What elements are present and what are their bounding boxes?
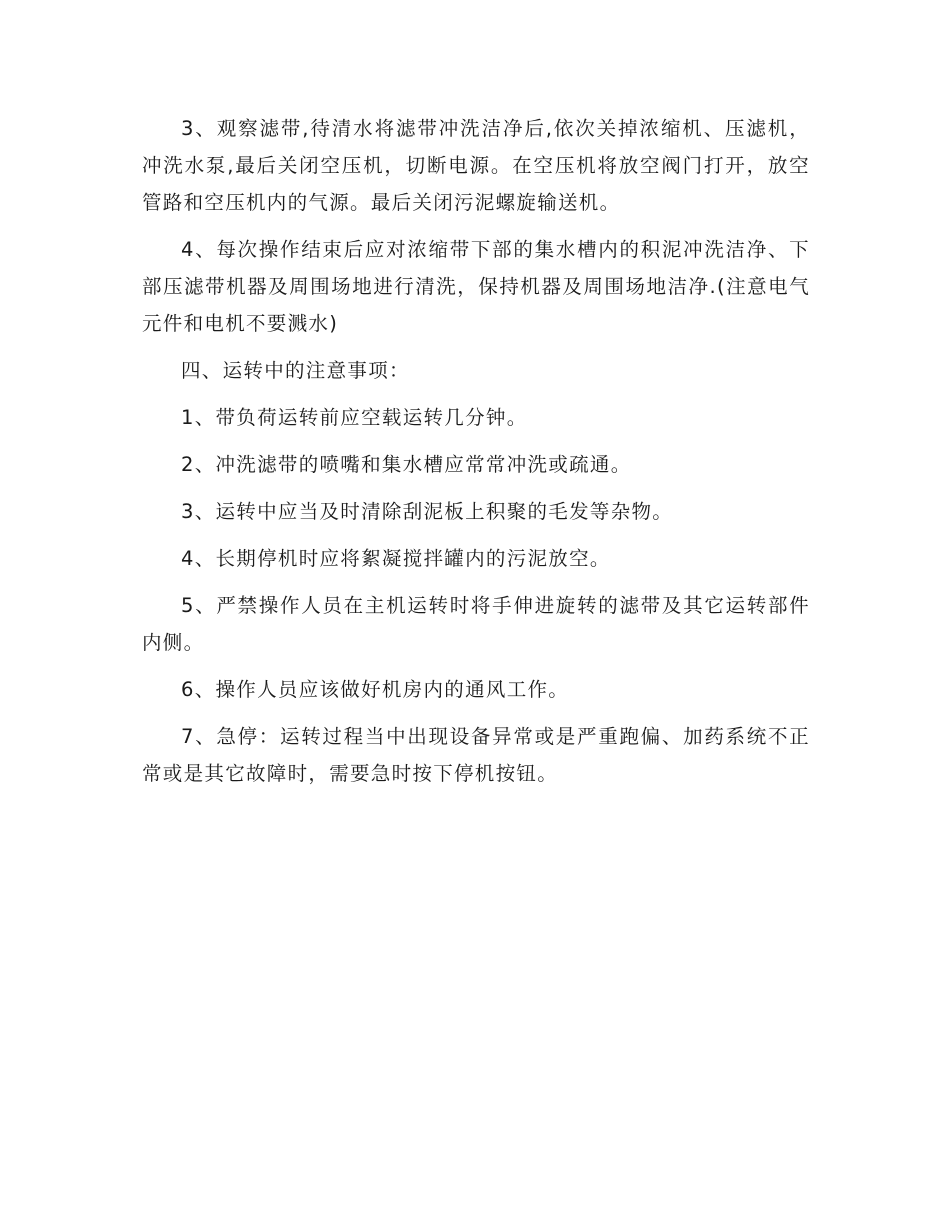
list-item-note-4: 4、长期停机时应将絮凝搅拌罐内的污泥放空。	[181, 547, 611, 570]
list-item-note-6: 6、操作人员应该做好机房内的通风工作。	[181, 678, 570, 701]
document-body	[142, 110, 810, 802]
list-item-note-2: 2、冲洗滤带的喷嘴和集水槽应常常冲洗或疏通。	[181, 453, 632, 476]
paragraph-step-4-cleaning: 4、每次操作结束后应对浓缩带下部的集水槽内的积泥冲洗洁净、下部压滤带机器及周围场地进行清洗，保持机器及周围场地洁净.(注意电气元件和电机不要溅水)	[142, 238, 810, 335]
section-heading-operation-notes: 四、运转中的注意事项：	[181, 359, 410, 382]
list-item-note-7-emergency-stop: 7、急停：运转过程当中出现设备异常或是严重跑偏、加药系统不正常或是其它故障时，需要急时按下停机按钮。	[142, 725, 810, 785]
list-item-note-3: 3、运转中应当及时清除刮泥板上积聚的毛发等杂物。	[181, 500, 674, 523]
list-item-note-1: 1、带负荷运转前应空载运转几分钟。	[181, 406, 528, 429]
paragraph-step-3-shutdown: 3、观察滤带,待清水将滤带冲洗洁净后,依次关掉浓缩机、压滤机，冲洗水泵,最后关闭空压机，切断电源。在空压机将放空阀门打开，放空管路和空压机内的气源。最后关闭污泥螺旋输送机。	[142, 117, 810, 214]
list-item-note-5: 5、严禁操作人员在主机运转时将手伸进旋转的滤带及其它运转部件内侧。	[142, 594, 810, 654]
